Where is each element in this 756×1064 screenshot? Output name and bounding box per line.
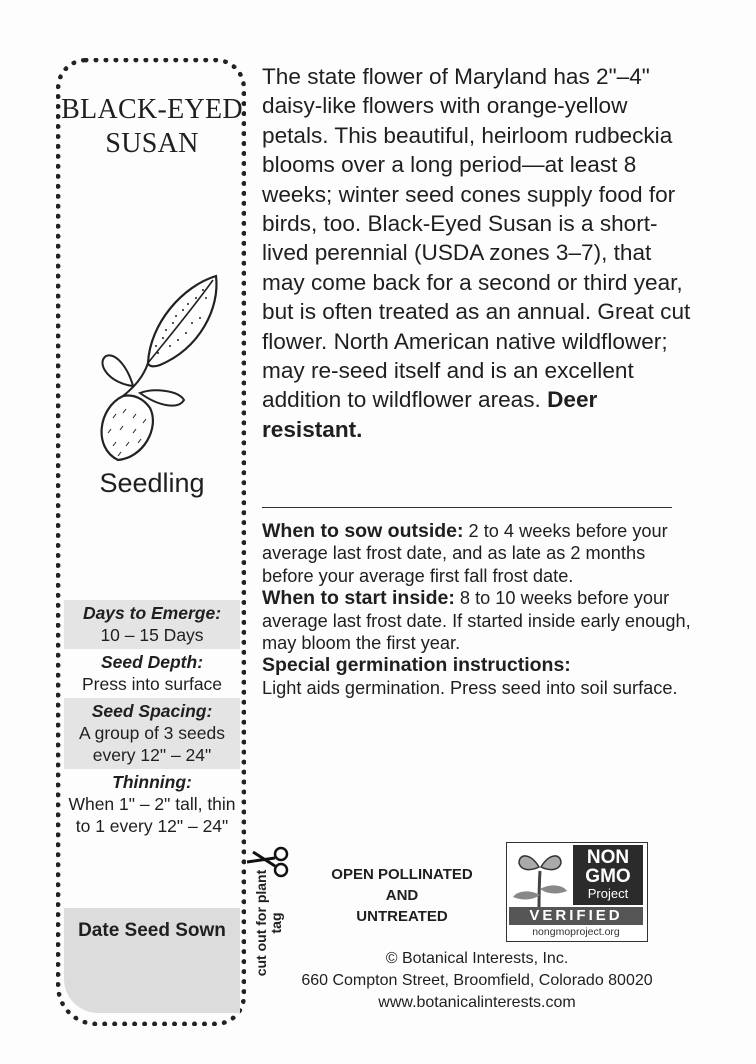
sowing-instructions	[262, 520, 692, 699]
seedling-label: Seedling	[99, 468, 205, 498]
nongmo-url: nongmoproject.org	[532, 926, 620, 938]
start-inside-label: When to start inside:	[262, 587, 455, 610]
fact-label: Days to Emerge:	[82, 603, 222, 623]
seedling-illustration	[88, 268, 228, 468]
fact-label: Seed Spacing:	[91, 701, 213, 721]
verified-bar: VERIFIED	[509, 907, 643, 925]
date-seed-sown-label: Date Seed Sown	[78, 920, 226, 941]
special-germination	[262, 654, 692, 699]
special-germination-text: Light aids germination. Press seed into soil surface.	[262, 677, 678, 698]
website-link[interactable]: www.botanicalinterests.com	[378, 994, 576, 1011]
sow-outside-text: 2 to 4 weeks before your average last frost date, and as late as 2 months before your average first fall frost date.	[262, 521, 668, 586]
copyright: © Botanical Interests, Inc.	[385, 950, 569, 967]
non-gmo-line-2: GMO	[585, 866, 631, 887]
open-pollinated-line-3: UNTREATED	[356, 908, 448, 925]
fact-thinning	[64, 769, 240, 840]
start-inside-text: 8 to 10 weeks before your average last frost date. If started inside early enough, may bloom the first year.	[262, 588, 691, 654]
open-pollinated-badge	[310, 864, 494, 927]
non-gmo-verified-logo	[506, 842, 648, 942]
sow-outside	[262, 520, 692, 587]
date-seed-sown-box	[64, 908, 240, 1013]
company-footer	[262, 948, 692, 1014]
non-gmo-line-3: Project	[587, 886, 629, 901]
title-line-1: BLACK-EYED	[61, 94, 243, 125]
fact-label: Seed Depth:	[100, 652, 204, 672]
section-divider	[262, 507, 672, 508]
address: 660 Compton Street, Broomfield, Colorado 80020	[301, 972, 653, 989]
open-pollinated-line-1: OPEN POLLINATED	[331, 866, 473, 883]
fact-seed-depth	[64, 649, 240, 698]
start-inside	[262, 587, 692, 654]
fact-value: When 1" – 2" tall, thin to 1 every 12" – 24"	[68, 794, 236, 836]
non-gmo-line-1: NON	[586, 847, 630, 868]
fact-value: A group of 3 seeds every 12" – 24"	[79, 723, 225, 765]
special-germination-label: Special germination instructions:	[262, 654, 571, 677]
deer-resistant-emphasis: Deer resistant.	[262, 387, 598, 442]
cut-out-marker	[245, 840, 295, 977]
sow-outside-label: When to sow outside:	[262, 520, 464, 542]
growing-facts	[64, 600, 240, 840]
fact-seed-spacing	[64, 698, 240, 769]
non-gmo-block	[573, 845, 643, 905]
fact-label: Thinning:	[112, 772, 192, 792]
fact-value: Press into surface	[81, 674, 223, 694]
title-line-2: SUSAN	[105, 128, 199, 159]
open-pollinated-line-2: AND	[385, 887, 419, 904]
fact-value: 10 – 15 Days	[100, 625, 204, 645]
description-body: The state flower of Maryland has 2"–4" daisy-like flowers with orange-yellow petals. This beautiful, heirloom rudbeckia blooms over a long period—at least 8 weeks; winter seed cones supply food for birds, too. Black-Eyed Susan is a short-lived perennial (USDA zones 3–7), that may come back for a second or third year, but is often treated as an annual. Great cut flower. North American native wildflower; may re-seed itself and is an excellent addition to wildflower areas.	[262, 64, 691, 413]
cut-out-label: cut out for plant tag	[253, 869, 284, 977]
plant-tag-title	[60, 93, 244, 161]
fact-days-to-emerge	[64, 600, 240, 649]
plant-tag-dotted-border	[56, 58, 246, 1026]
plant-description	[262, 62, 692, 444]
